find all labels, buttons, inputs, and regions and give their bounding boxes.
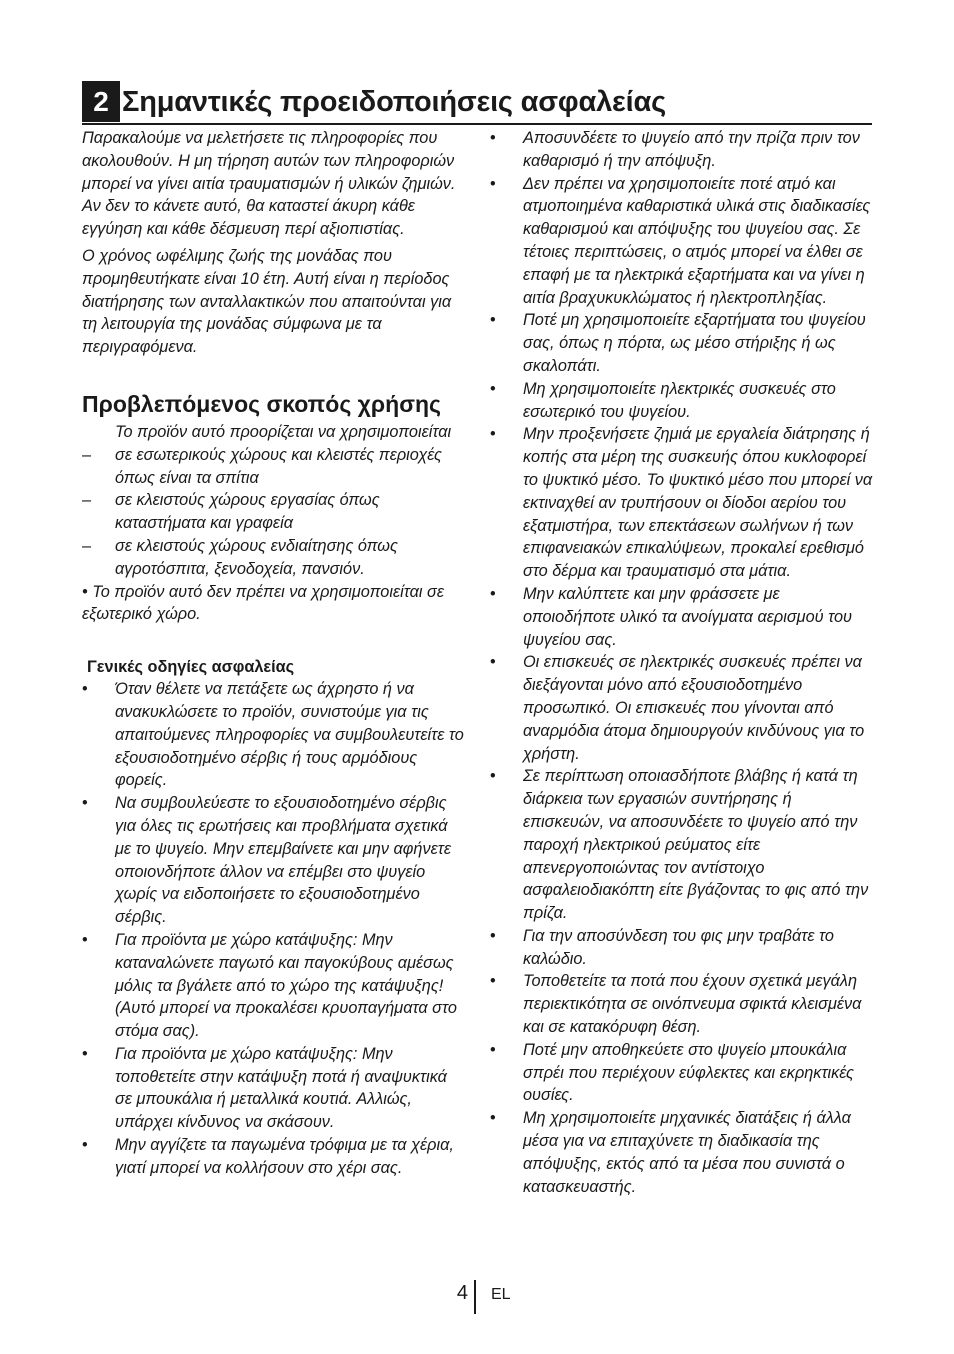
bullet-marker: • — [490, 1040, 496, 1059]
dash-marker: – — [82, 445, 92, 464]
general-safety-item-text: Να συμβουλεύεστε το εξουσιοδοτημένο σέρβις για όλες τις ερωτήσεις και προβλήματα σχετικά με το ψυγείο. Μην επεμβαίνετε και μην αφήνετε οποιονδήποτε άλλον να επέμβει στο ψυγείο χωρίς να ειδοποιήσετε το εξουσιοδοτημένο σέρβις. — [115, 794, 451, 927]
bullet-marker: • — [490, 653, 496, 672]
bullet-marker: • — [82, 794, 88, 813]
intended-use-lead: Το προϊόν αυτό προορίζεται να χρησιμοποιείται — [115, 422, 452, 441]
safety-item — [490, 925, 875, 971]
safety-item — [490, 970, 875, 1038]
right-column — [490, 127, 875, 1198]
safety-item — [490, 309, 875, 377]
general-safety-item — [82, 1134, 467, 1180]
bullet-marker: • — [490, 972, 496, 991]
safety-item-text: Μην προξενήσετε ζημιά με εργαλεία διάτρησης ή κοπής στα μέρη της συσκευής όπου κυκλοφορεί το ψυκτικό μέσο. Το ψυκτικό μέσο που μπορεί να εκτιναχθεί αν τρυπήσουν οι δίοδοι αερίου του εξατμιστήρα, των επεκτάσεων σωλήνων ή των επιφανειακών επικαλύψεων, προκαλεί ερεθισμό στο δέρμα και τραυματισμό στα μάτια. — [523, 425, 873, 581]
general-safety-heading: Γενικές οδηγίες ασφαλείας — [87, 658, 295, 677]
bullet-marker: • — [82, 1044, 88, 1063]
safety-item — [490, 765, 875, 925]
bullet-marker: • — [82, 1136, 88, 1155]
bullet-marker: • — [490, 174, 496, 193]
safety-item-text: Αποσυνδέετε το ψυγείο από την πρίζα πριν τον καθαρισμό ή την απόψυξη. — [523, 129, 860, 170]
intended-use-item — [82, 535, 467, 581]
safety-item-text: Μην καλύπτετε και μην φράσσετε με οποιοδήποτε υλικό τα ανοίγματα αερισμού του ψυγείου σας. — [523, 584, 852, 649]
general-safety-item — [82, 792, 467, 929]
chapter-title: Σημαντικές προειδοποιήσεις ασφαλείας — [122, 86, 666, 118]
language-code: EL — [491, 1286, 511, 1303]
general-safety-item-text: Για προϊόντα με χώρο κατάψυξης: Μην καταναλώνετε παγωτό και παγοκύβους αμέσως μόλις τα βγάλετε από το χώρο της κατάψυξης! (Αυτό μπορεί να προκαλέσει κρυοπαγήματα στο στόμα σας). — [115, 930, 457, 1041]
intended-use-item-text: σε κλειστούς χώρους εργασίας όπως καταστήματα και γραφεία — [115, 491, 380, 533]
general-safety-item-text: Όταν θέλετε να πετάξετε ως άχρηστο ή να ανακυκλώσετε το προϊόν, συνιστούμε για τις απαιτούμενες πληροφορίες να συμβουλευτείτε το εξουσιοδοτημένο σέρβις ή τους αρμόδιους φορείς. — [115, 680, 464, 790]
safety-item — [490, 127, 875, 173]
safety-item-text: Δεν πρέπει να χρησιμοποιείτε ποτέ ατμό και ατμοποιημένα καθαριστικά υλικά στις διαδικασίες καθαρισμού και απόψυξης του ψυγείου σας. Σε τέτοιες περιπτώσεις, ο ατμός μπορεί να έλθει σε επαφή με τα ηλεκτρικά εξαρτήματα και να γίνει η αιτία βραχυκυκλώματος ή ηλεκτροπληξίας. — [523, 174, 871, 307]
intended-use-heading: Προβλεπόμενος σκοπός χρήσης — [82, 390, 441, 417]
dash-marker: – — [82, 491, 92, 510]
safety-item-text: Μη χρησιμοποιείτε ηλεκτρικές συσκευές στο εσωτερικό του ψυγείου. — [523, 379, 836, 421]
safety-item-text: Οι επισκευές σε ηλεκτρικές συσκευές πρέπει να διεξάγονται μόνο από εξουσιοδοτημένο προσωπικό. Οι επισκευές που γίνονται από αναρμόδια άτομα δημιουργούν κινδύνους για το χρήστη. — [523, 653, 865, 763]
bullet-marker: • — [490, 1109, 496, 1128]
safety-item-text: Μη χρησιμοποιείτε μηχανικές διατάξεις ή άλλα μέσα για να επιταχύνετε τη διαδικασία της απόψυξης, εκτός από τα μέσα που συνιστά ο κατασκευαστής. — [523, 1109, 851, 1196]
intended-use-item — [82, 489, 467, 535]
safety-item — [490, 1107, 875, 1198]
general-safety-item-text: Μην αγγίζετε τα παγωμένα τρόφιμα με τα χέρια, γιατί μπορεί να κολλήσουν στο χέρι σας. — [115, 1136, 454, 1177]
general-safety-item — [82, 929, 467, 1043]
bullet-marker: • — [490, 129, 496, 147]
safety-item-text: Ποτέ μη χρησιμοποιείτε εξαρτήματα του ψυγείου σας, όπως η πόρτα, ως μέσο στήριξης ή ως σκαλοπάτι. — [523, 311, 866, 375]
bullet-marker: • — [490, 379, 496, 398]
bullet-marker: • — [490, 311, 496, 330]
bullet-marker: • — [490, 926, 496, 945]
general-safety-item — [82, 678, 467, 792]
page-number: 4 — [456, 1282, 468, 1304]
intro-paragraph-2: Ο χρόνος ωφέλιμης ζωής της μονάδας που προμηθευτήκατε είναι 10 έτη. Αυτή είναι η περίοδος διατήρησης των ανταλλακτικών που απαιτούνται για τη λειτουργία της μονάδας σύμφωνα με τα περιγραφόμενα. — [82, 246, 452, 357]
left-column — [82, 127, 467, 1180]
safety-item — [490, 378, 875, 424]
safety-item — [490, 1039, 875, 1107]
intended-use-item-text: σε κλειστούς χώρους ενδιαίτησης όπως αγροτόσπιτα, ξενοδοχεία, πανσιόν. — [115, 536, 398, 578]
safety-item-text: Ποτέ μην αποθηκεύετε στο ψυγείο μπουκάλια σπρέι που περιέχουν εύφλεκτες και εκρηκτικές ουσίες. — [523, 1040, 854, 1105]
intended-use-item-text: σε εσωτερικούς χώρους και κλειστές περιοχές όπως είναι τα σπίτια — [115, 445, 442, 487]
intro-paragraph-1: Παρακαλούμε να μελετήσετε τις πληροφορίες που ακολουθούν. Η μη τήρηση αυτών των πληροφοριών μπορεί να γίνει αιτία τραυματισμών ή υλικών ζημιών. Αν δεν το κάνετε αυτό, θα καταστεί άκυρη κάθε εγγύηση και κάθε δέσμευση περί αξιοπιστίας. — [82, 129, 456, 239]
safety-item — [490, 651, 875, 765]
safety-item — [490, 173, 875, 310]
footer-divider — [474, 1280, 476, 1314]
safety-item-text: Για την αποσύνδεση του φις μην τραβάτε το καλώδιο. — [523, 926, 834, 968]
safety-item-text: Τοποθετείτε τα ποτά που έχουν σχετικά μεγάλη περιεκτικότητα σε οινόπνευμα σφικτά κλεισμένα και σε κατακόρυφη θέση. — [523, 972, 862, 1037]
dash-marker: – — [82, 536, 92, 555]
intended-use-item — [82, 444, 467, 490]
bullet-marker: • — [82, 680, 88, 699]
chapter-header — [82, 81, 872, 125]
bullet-marker: • — [490, 425, 496, 444]
general-safety-item — [82, 1043, 467, 1134]
bullet-marker: • — [490, 584, 496, 603]
safety-item — [490, 583, 875, 651]
chapter-number: 2 — [82, 81, 120, 122]
safety-item-text: Σε περίπτωση οποιασδήποτε βλάβης ή κατά τη διάρκεια των εργασιών συντήρησης ή επισκευών, να αποσυνδέετε το ψυγείο από την παροχή ηλεκτρικού ρεύματος είτε απενεργοποιώντας τον αντίστοιχο ασφαλειοδιακόπτη είτε βγάζοντας το φις από την πρίζα. — [523, 767, 869, 923]
safety-item — [490, 423, 875, 583]
outdoor-note: • Το προϊόν αυτό δεν πρέπει να χρησιμοποιείται σε εξωτερικό χώρο. — [82, 582, 445, 624]
bullet-marker: • — [82, 930, 88, 949]
bullet-marker: • — [490, 767, 496, 786]
general-safety-item-text: Για προϊόντα με χώρο κατάψυξης: Μην τοποθετείτε στην κατάψυξη ποτά ή αναψυκτικά σε μπουκάλια ή μεταλλικά κουτιά. Αλλιώς, υπάρχει κίνδυνος να σκάσουν. — [115, 1044, 447, 1132]
